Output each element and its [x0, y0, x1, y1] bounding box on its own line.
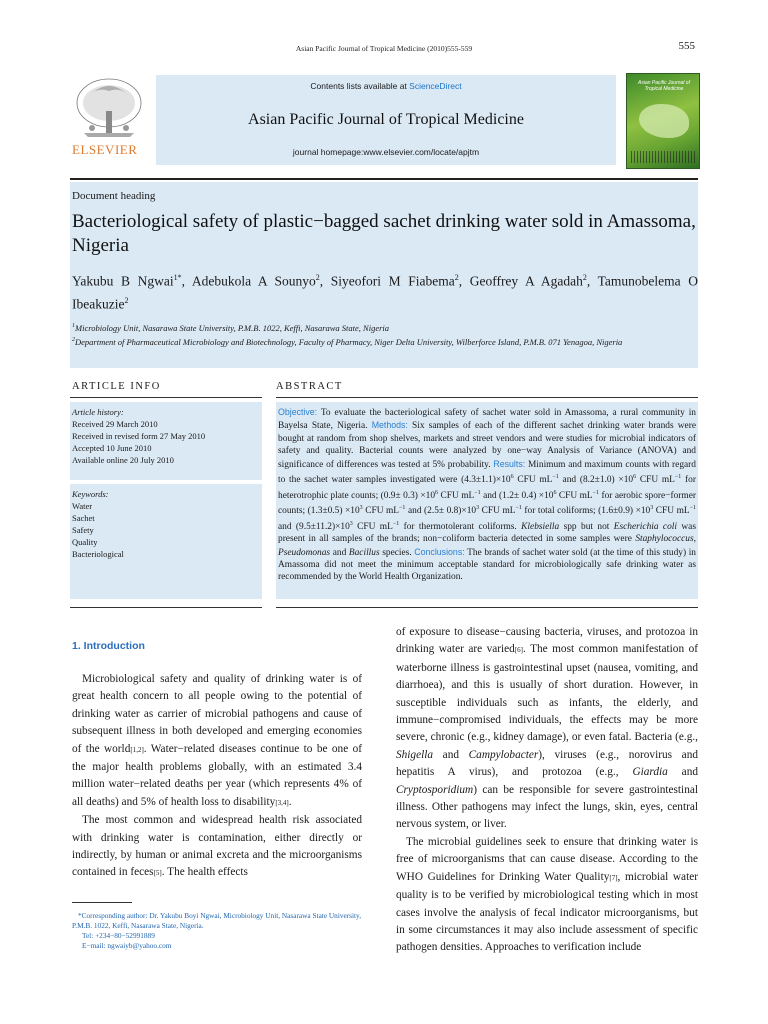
author-name: Geoffrey A Agadah — [469, 273, 583, 289]
author-affil-mark: 2 — [582, 273, 587, 282]
article-info-rule — [70, 397, 262, 398]
affiliations — [72, 320, 698, 348]
footnote-corresponding: *Corresponding author: Dr. Yakubu Boyi Ngwai, Microbiology Unit, Nasarawa State University, P.M.B. 1022, Keffi, Nasarawa State, Nigeria. — [72, 911, 362, 930]
abstract-rule — [276, 397, 698, 398]
results-text: for total coliforms; (1.6±0.9) ×10 — [521, 506, 651, 517]
methods-text: Six samples of each of the different sachet drinking water brands were bought at random from shop shelves, markets and street vendors and were studies for microbial indicators of safety and quality. Bacterial counts were analyzed by one−way Analysis of Variance (ANOVA) and significance of differences was tested at 5% probability. — [278, 421, 696, 470]
body-text: ) can be responsible for severe gastrointestinal illness. Other pathogens may infect the lungs, skin, eyes, central nervous system, or liver. — [396, 783, 698, 831]
exponent: −1 — [674, 474, 682, 481]
journal-masthead — [70, 70, 700, 178]
exponent: 6 — [553, 489, 557, 496]
results-text: species. — [379, 547, 415, 558]
author-affil-mark: 2 — [124, 295, 129, 305]
body-paragraph — [72, 812, 362, 883]
cover-map-graphic — [639, 104, 689, 138]
exponent: −1 — [399, 505, 406, 512]
page-number: 555 — [678, 40, 695, 52]
results-text: and (8.2±1.0) ×10 — [558, 475, 634, 486]
body-paragraph — [396, 624, 698, 834]
results-text: CFU mL — [362, 506, 400, 517]
affiliation-text: Department of Pharmaceutical Microbiology and Biotechnology, Faculty of Pharmacy, Niger Delta University, Wilberforce Island, P.M.B. 071 Yenagoa, Nigeria — [75, 336, 623, 347]
body-paragraph — [396, 834, 698, 957]
history-item: Received 29 March 2010 — [72, 419, 158, 429]
article-history-box — [70, 402, 262, 480]
body-text: Microbiological safety and quality of drinking water is of great health concern to all people owing to the potential of drinking water as carrier of microbial pathogens and cause of subsequent illness in both developed and emerging economies of the world — [72, 673, 362, 755]
abstract-label: ABSTRACT — [276, 381, 343, 392]
species-name: Klebsiella — [521, 521, 560, 532]
exponent: 3 — [650, 505, 654, 512]
citation-ref[interactable]: [6] — [514, 646, 523, 655]
affiliation-item — [72, 320, 698, 334]
results-text: for aerobic spore−former counts; (1.3±0.5) ×10 — [278, 490, 696, 517]
exponent: 6 — [633, 474, 637, 481]
keyword-item: Quality — [72, 537, 98, 547]
contents-prefix: Contents lists available at — [310, 81, 410, 91]
sciencedirect-link[interactable]: ScienceDirect — [409, 81, 462, 91]
exponent: 6 — [435, 489, 439, 496]
history-item: Accepted 10 June 2010 — [72, 443, 152, 453]
results-text: Minimum and maximum counts with regard to the sachet water samples investigated were (4.3±1.1)×10 — [278, 459, 696, 486]
paper-title: Bacteriological safety of plastic−bagged sachet drinking water sold in Amassoma, Nigeria — [72, 211, 696, 256]
body-text: and — [667, 766, 698, 779]
objective-text: To evaluate the bacteriological safety of sachet water sold in Amassoma, a rural community in Bayelsa State, Nigeria. — [278, 408, 696, 432]
species-name: Escherichia coli — [613, 521, 677, 532]
body-text: . The health effects — [161, 866, 248, 879]
results-text: CFU mL — [556, 490, 593, 501]
results-text: was present in all samples of the brands; non−coliform bacteria detected in some samples were — [278, 521, 696, 545]
author-name: Tamunobelema O Ibeakuzie — [72, 273, 698, 311]
body-text: . Water−related diseases continue to be one of the major health problems globally, with an estimated 3.4 million water−related deaths per year (which represents 4% of all deaths) and 5% of health loss to disability — [72, 742, 363, 808]
running-header: Asian Pacific Journal of Tropical Medicine (2010)555-559 — [295, 44, 473, 53]
exponent: −1 — [592, 489, 600, 496]
footnote-rule — [72, 902, 132, 903]
keywords-heading: Keywords: — [72, 489, 109, 499]
section-heading-introduction: 1. Introduction — [72, 640, 145, 652]
exponent: −1 — [689, 505, 696, 512]
keyword-item: Bacteriological — [72, 549, 124, 559]
masthead-band — [156, 75, 616, 165]
author-name: Adebukola A Sounyo — [191, 273, 316, 289]
body-text: . The most common manifestation of waterborne illness is gastrointestinal upset (nausea, vomiting, and diarrhoea), and this is usually of short duration. However, in susceptible individuals such as infants, the elderly, and immune−compromised individuals, the effects may be more severe, chronic (e.g., kidney damage), or even fatal. Bacteria (e.g., — [396, 643, 698, 744]
species-name: Staphylococcus, Pseudomonas — [278, 534, 696, 558]
results-text: and (2.5± 0.8)×10 — [405, 506, 477, 517]
exponent: 3 — [349, 520, 353, 527]
article-info-label: ARTICLE INFO — [72, 381, 161, 392]
keyword-item: Water — [72, 501, 93, 511]
abstract-bottom-rule — [276, 607, 698, 608]
body-text: . — [288, 795, 292, 808]
species-name: Shigella — [396, 748, 434, 761]
affiliation-mark: 2 — [72, 336, 75, 343]
citation-ref[interactable]: [1,2] — [130, 745, 144, 754]
author-affil-mark: 1* — [173, 273, 182, 282]
footnote-email[interactable]: E−mail: ngwaiyb@yahoo.com — [82, 941, 172, 950]
results-text: CFU mL — [636, 475, 675, 486]
results-text: for heterotrophic plate counts; (0.9± 0.3) ×10 — [278, 475, 696, 501]
objective-label: Objective: — [278, 407, 318, 417]
results-text: CFU mL — [438, 490, 475, 501]
info-bottom-rule — [70, 607, 262, 608]
affiliation-mark: 1 — [72, 323, 75, 329]
results-text: and (9.5±11.2)×10 — [278, 521, 350, 532]
conclusions-text: The brands of sachet water sold (at the time of this study) in Amassoma did not meet the minimum acceptable standard for microbiologically safe drinking water as recommended by the World Health Organization. — [278, 547, 696, 583]
exponent: −1 — [515, 505, 522, 512]
results-text: for thermotolerant coliforms. — [399, 521, 522, 532]
author-list: Yakubu B Ngwai$^{1*}$, Adebukola A Sounyo$^2$, Siyeofori M Fiabema$^2$, Geoffrey A Agadah$^2$, Tamunobelema O Ibeakuzie$^2$ — [72, 273, 698, 311]
exponent: −1 — [474, 489, 481, 496]
results-text: CFU mL — [479, 506, 516, 517]
results-text: spp but not — [559, 521, 614, 532]
citation-ref[interactable]: [3,4] — [275, 798, 289, 807]
masthead-divider — [70, 178, 698, 180]
methods-label: Methods: — [371, 420, 408, 431]
conclusions-label: Conclusions: — [414, 546, 465, 557]
results-text: CFU mL — [653, 506, 690, 517]
exponent: 3 — [476, 505, 480, 512]
keywords-box — [70, 484, 262, 599]
species-name: Bacillus — [348, 547, 380, 558]
publisher-wordmark: ELSEVIER — [72, 142, 138, 157]
author-affil-mark: 2 — [315, 273, 320, 282]
results-label: Results: — [493, 458, 526, 469]
results-text: and — [330, 547, 349, 558]
abstract-text — [276, 402, 698, 599]
history-heading: Article history: — [72, 407, 124, 417]
affiliation-text: Microbiology Unit, Nasarawa State University, P.M.B. 1022, Keffi, Nasarawa State, Nigeria — [75, 322, 390, 333]
body-paragraph — [72, 671, 362, 812]
keyword-item: Safety — [72, 525, 94, 535]
exponent: −1 — [392, 520, 400, 527]
citation-ref[interactable]: [5] — [153, 869, 162, 878]
results-text: CFU mL — [352, 521, 393, 532]
body-text: and — [433, 748, 469, 761]
history-item: Received in revised form 27 May 2010 — [72, 431, 206, 441]
cover-barcode — [631, 151, 697, 163]
body-text: , microbial water quality is to be verified by microbiological testing which in most cases involve the analysis of fecal indicator microorganisms, but in some circumstances it may also include assessment of specific pathogen densities. Approaches to verification include — [396, 870, 698, 954]
body-text: The microbial guidelines seek to ensure that drinking water is free of microorganisms that can cause disease. According to the WHO Guidelines for Drinking Water Quality — [396, 835, 698, 883]
author-affil-mark: 2 — [454, 273, 459, 282]
body-column-left — [72, 671, 362, 883]
body-text: The most common and widespread health risk associated with drinking water is contamination, either directly or indirectly, by human or animal excreta and the microorganisms contained in feces — [72, 814, 362, 879]
results-text: and (1.2± 0.4) ×10 — [480, 490, 554, 501]
exponent: 6 — [510, 474, 514, 481]
citation-ref[interactable]: [7] — [609, 873, 618, 882]
corresponding-author-footnote — [72, 911, 372, 951]
document-heading: Document heading — [72, 190, 156, 202]
affiliation-item — [72, 334, 698, 348]
species-name: Campylobacter — [468, 748, 539, 761]
species-name: Giardia — [632, 766, 668, 779]
cover-title: Asian Pacific Journal of Tropical Medicine — [638, 80, 690, 92]
body-text: of exposure to disease−causing bacteria, viruses, and protozoa in drinking water are varied — [396, 626, 698, 656]
exponent: 3 — [359, 505, 363, 512]
history-item: Available online 20 July 2010 — [72, 455, 174, 465]
body-column-right — [396, 624, 698, 957]
journal-homepage[interactable]: journal homepage:www.elsevier.com/locate/apjtm — [292, 147, 480, 157]
author-name: Siyeofori M Fiabema — [330, 273, 455, 289]
journal-title: Asian Pacific Journal of Tropical Medicine — [248, 111, 524, 128]
keyword-item: Sachet — [72, 513, 95, 523]
results-text: CFU mL — [513, 475, 553, 486]
journal-cover-thumbnail — [626, 73, 700, 169]
contents-line — [156, 81, 616, 91]
author-name: Yakubu B Ngwai — [72, 273, 174, 289]
footnote-tel: Tel: +234−80−52991889 — [82, 931, 155, 940]
title-block — [70, 182, 698, 368]
exponent: −1 — [552, 474, 559, 481]
body-text: ), viruses (e.g., norovirus and hepatitis A virus), and protozoa (e.g., — [396, 748, 698, 779]
species-name: Cryptosporidium — [396, 783, 474, 796]
